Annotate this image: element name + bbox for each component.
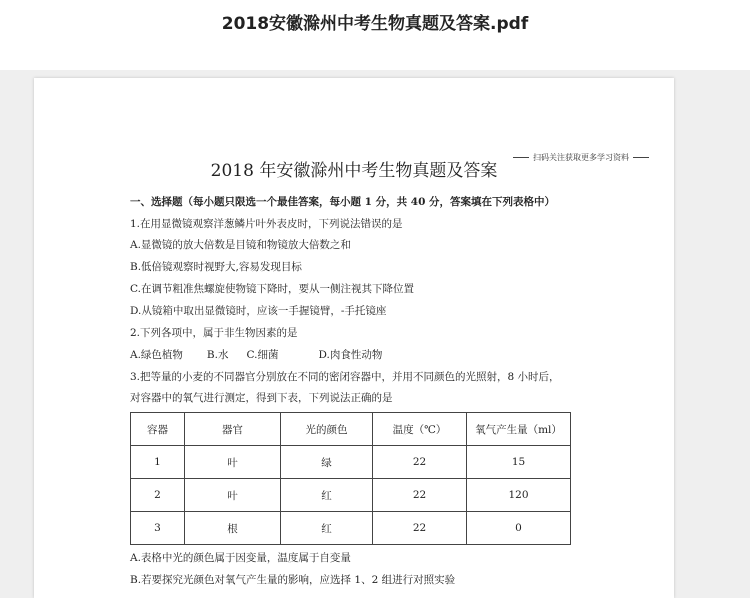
experiment-table	[130, 412, 571, 545]
question-1-option-d: D.从镜箱中取出显微镜时，应该一手握镜臂，-手托镜座	[130, 305, 387, 317]
question-1-stem: 1.在用显微镜观察洋葱鳞片叶外表皮时，下列说法错误的是	[130, 218, 403, 230]
table-header-cell: 光的颜色	[281, 413, 373, 446]
table-cell: 1	[131, 446, 185, 479]
paper-title: 2018 年安徽滁州中考生物真题及答案	[210, 161, 498, 181]
table-cell: 22	[373, 512, 467, 545]
table-header-cell: 容器	[131, 413, 185, 446]
question-1-option-a: A.显微镜的放大倍数是目镜和物镜放大倍数之和	[130, 239, 351, 251]
question-2-option-d: D.肉食性动物	[318, 349, 383, 361]
document-title: 2018安徽滁州中考生物真题及答案.pdf	[221, 14, 529, 34]
table-cell: 120	[467, 479, 571, 512]
question-1-option-b: B.低倍镜观察时视野大,容易发现目标	[130, 261, 302, 273]
table-cell: 2	[131, 479, 185, 512]
question-2-option-c: C.细菌	[246, 349, 279, 361]
question-3-stem-line1: 3.把等量的小麦的不同器官分别放在不同的密闭容器中，并用不同颜色的光照射，8 小时后，	[130, 371, 560, 383]
table-row	[131, 479, 571, 512]
table-row	[131, 446, 571, 479]
table-cell: 绿	[281, 446, 373, 479]
table-header-row	[131, 413, 571, 446]
table-cell: 15	[467, 446, 571, 479]
table-cell: 叶	[185, 446, 281, 479]
table-header-cell: 氧气产生量（ml）	[467, 413, 571, 446]
question-3-option-a: A.表格中光的颜色属于因变量，温度属于自变量	[130, 552, 351, 564]
table-cell: 红	[281, 479, 373, 512]
pdf-page	[34, 78, 674, 598]
table-cell: 22	[373, 446, 467, 479]
question-3-stem-line2: 对容器中的氧气进行测定，得到下表，下列说法正确的是	[130, 392, 393, 404]
table-header-cell: 器官	[185, 413, 281, 446]
viewer-toolbar	[0, 0, 750, 70]
section-heading: 一、选择题（每小题只限选一个最佳答案，每小题 1 分，共 40 分，答案填在下列表格中）	[130, 196, 556, 208]
question-2-options	[130, 347, 382, 362]
question-1-option-c: C.在调节粗准焦螺旋使物镜下降时，要从一侧注视其下降位置	[130, 283, 414, 295]
table-cell: 红	[281, 512, 373, 545]
question-2-option-b: B.水	[206, 349, 229, 361]
question-3-option-b: B.若要探究光颜色对氧气产生量的影响，应选择 1、2 组进行对照实验	[130, 574, 456, 586]
table-row	[131, 512, 571, 545]
question-2-option-a: A.绿色植物	[130, 349, 183, 361]
table-cell: 叶	[185, 479, 281, 512]
table-cell: 根	[185, 512, 281, 545]
table-cell: 0	[467, 512, 571, 545]
watermark-text: 扫码关注获取更多学习资料	[513, 152, 649, 163]
question-2-stem: 2.下列各项中，属于非生物因素的是	[130, 327, 298, 339]
table-header-cell: 温度（℃）	[373, 413, 467, 446]
table-cell: 22	[373, 479, 467, 512]
table-cell: 3	[131, 512, 185, 545]
